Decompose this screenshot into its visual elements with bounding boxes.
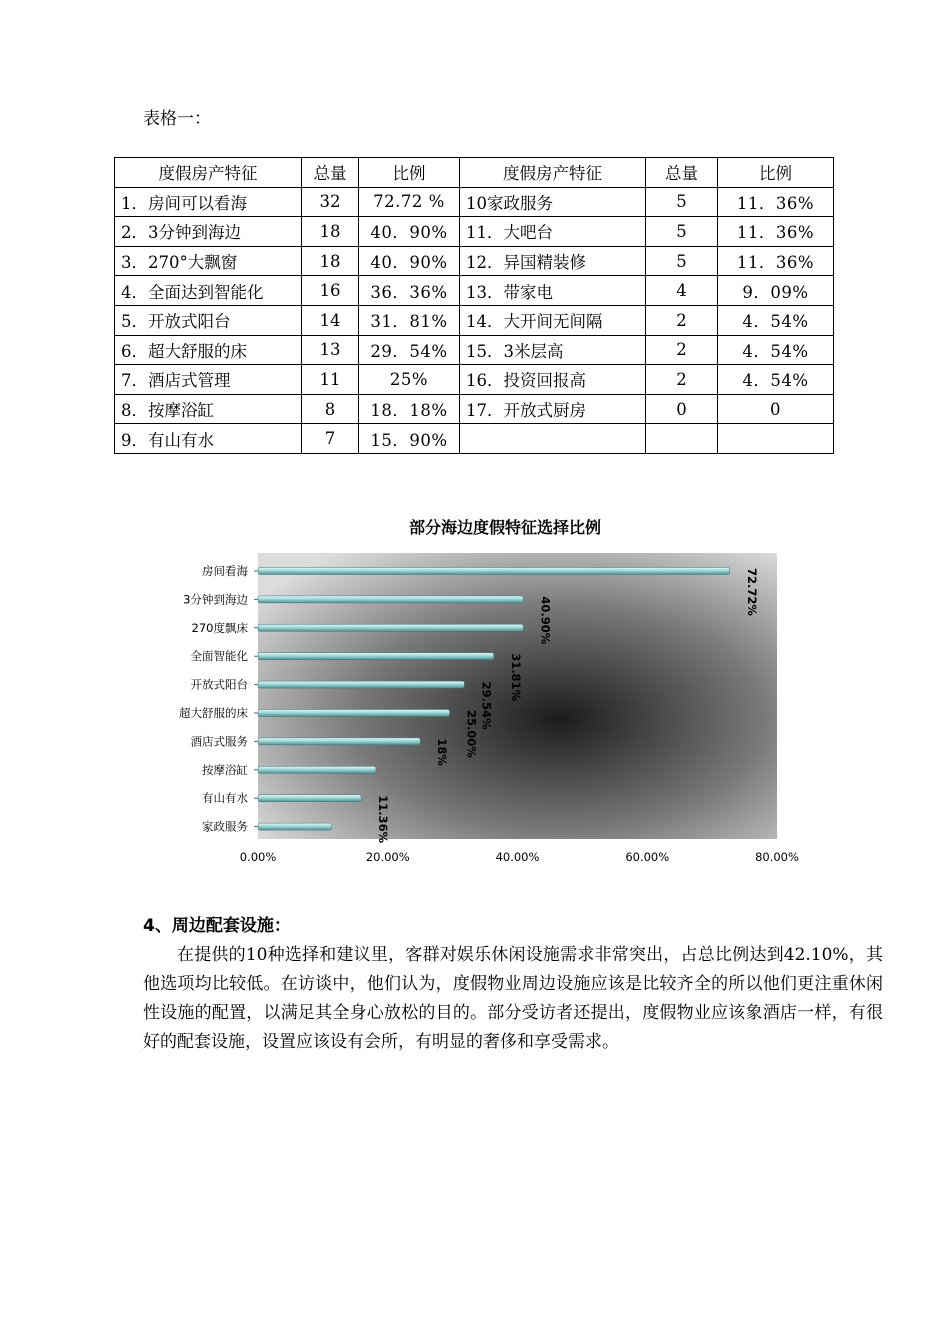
cell-feature: 17．开放式厨房 [460,394,646,424]
cell-total: 16 [302,276,359,306]
table-row [115,187,834,217]
cell-feature: 4．全面达到智能化 [115,276,302,306]
table-row [115,335,834,365]
cell-feature: 10家政服务 [460,187,646,217]
bar [258,766,376,773]
section-heading: 4、周边配套设施： [143,916,291,936]
table-caption: 表格一： [143,109,211,129]
table-row [115,394,834,424]
cell-total: 2 [646,305,718,335]
bar [258,681,464,688]
cell-total: 5 [646,217,718,247]
table-header-row [115,158,834,188]
cell-total: 11 [302,365,359,395]
features-table [114,157,834,454]
cell-ratio: 15．90% [359,424,460,454]
cell-feature: 14．大开间无间隔 [460,305,646,335]
y-tick-label: 开放式阳台 [190,677,248,692]
cell-ratio: 72.72 % [359,187,460,217]
chart-container [0,505,950,865]
cell-total: 5 [646,187,718,217]
cell-ratio: 31．81% [359,305,460,335]
cell-feature [460,424,646,454]
y-tick-label: 超大舒服的床 [179,706,248,720]
data-label: 11.36% [376,795,391,844]
chart-title: 部分海边度假特征选择比例 [408,518,601,537]
cell-total: 18 [302,246,359,276]
cell-ratio: 40．90% [359,217,460,247]
cell-ratio: 29．54% [359,335,460,365]
header-feature-2: 度假房产特征 [460,158,646,188]
x-tick-label: 20.00% [365,850,410,864]
y-tick-label: 按摩浴缸 [202,762,248,777]
cell-total: 0 [646,394,718,424]
cell-feature: 6．超大舒服的床 [115,335,302,365]
x-tick-label: 80.00% [755,850,799,864]
cell-feature: 15．3米层高 [460,335,646,365]
cell-ratio: 40．90% [359,246,460,276]
cell-total: 2 [646,335,718,365]
cell-ratio: 4．54% [718,305,834,335]
cell-ratio: 11．36% [718,217,834,247]
data-label: 40.90% [538,596,553,645]
section-paragraph: 在提供的10种选择和建议里，客群对娱乐休闲设施需求非常突出，占总比例达到42.10%，其他选项均比较低。在访谈中，他们认为，度假物业周边设施应该是比较齐全的所以他们更注重休闲性设施的配置，以满足其全身心放松的目的。部分受访者还提出，度假物业应该象酒店一样，有很好的配套设施，设置应该设有会所，有明显的奢侈和享受需求。 [143,945,883,1052]
cell-ratio: 11．36% [718,246,834,276]
x-tick-label: 0.00% [239,850,277,864]
cell-feature: 3．270°大飘窗 [115,246,302,276]
cell-ratio: 18．18% [359,394,460,424]
data-label: 18% [435,738,450,766]
x-tick-label: 40.00% [495,850,540,864]
cell-feature: 2．3分钟到海边 [115,217,302,247]
y-tick-label: 酒店式服务 [190,734,248,749]
table-row [115,246,834,276]
data-label: 29.54% [479,681,494,730]
bar [258,823,332,830]
table-row [115,217,834,247]
cell-total [646,424,718,454]
y-tick-label: 3分钟到海边 [183,592,248,607]
cell-feature: 16．投资回报高 [460,365,646,395]
cell-ratio: 4．54% [718,365,834,395]
bar [258,795,361,802]
y-tick-label: 全面智能化 [190,649,248,664]
cell-total: 8 [302,394,359,424]
data-label: 31.81% [508,653,523,702]
cell-total: 2 [646,365,718,395]
y-tick-label: 家政服务 [202,819,248,834]
x-tick-label: 60.00% [625,850,670,864]
cell-feature: 7．酒店式管理 [115,365,302,395]
cell-ratio: 25% [359,365,460,395]
bar [258,738,420,745]
bar [258,596,523,603]
cell-total: 7 [302,424,359,454]
cell-feature: 8．按摩浴缸 [115,394,302,424]
table-row [115,305,834,335]
cell-total: 32 [302,187,359,217]
cell-feature: 5．开放式阳台 [115,305,302,335]
cell-ratio: 0 [718,394,834,424]
cell-total: 5 [646,246,718,276]
cell-ratio: 11．36% [718,187,834,217]
y-tick-label: 270度飘床 [191,620,248,635]
data-label: 72.72% [744,568,759,616]
table-row [115,424,834,454]
cell-ratio: 36．36% [359,276,460,306]
section-surrounding-facilities [143,912,883,1057]
header-feature-1: 度假房产特征 [115,158,302,188]
cell-total: 14 [302,305,359,335]
y-tick-label: 房间看海 [202,564,248,578]
y-tick-label: 有山有水 [202,791,248,806]
cell-ratio [718,424,834,454]
bar [258,710,450,717]
table-row [115,365,834,395]
cell-ratio: 9．09% [718,276,834,306]
cell-feature: 11．大吧台 [460,217,646,247]
cell-total: 13 [302,335,359,365]
cell-feature: 9．有山有水 [115,424,302,454]
header-ratio-2: 比例 [718,158,834,188]
cell-feature: 1．房间可以看海 [115,187,302,217]
data-label: 25.00% [464,710,479,758]
cell-ratio: 4．54% [718,335,834,365]
cell-feature: 13．带家电 [460,276,646,306]
cell-feature: 12．异国精装修 [460,246,646,276]
cell-total: 18 [302,217,359,247]
table-row [115,276,834,306]
cell-total: 4 [646,276,718,306]
bar [258,653,494,660]
header-total-2: 总量 [646,158,718,188]
bar [258,568,730,575]
header-total-1: 总量 [302,158,359,188]
bar [258,624,523,631]
bar-chart [0,505,950,865]
header-ratio-1: 比例 [359,158,460,188]
